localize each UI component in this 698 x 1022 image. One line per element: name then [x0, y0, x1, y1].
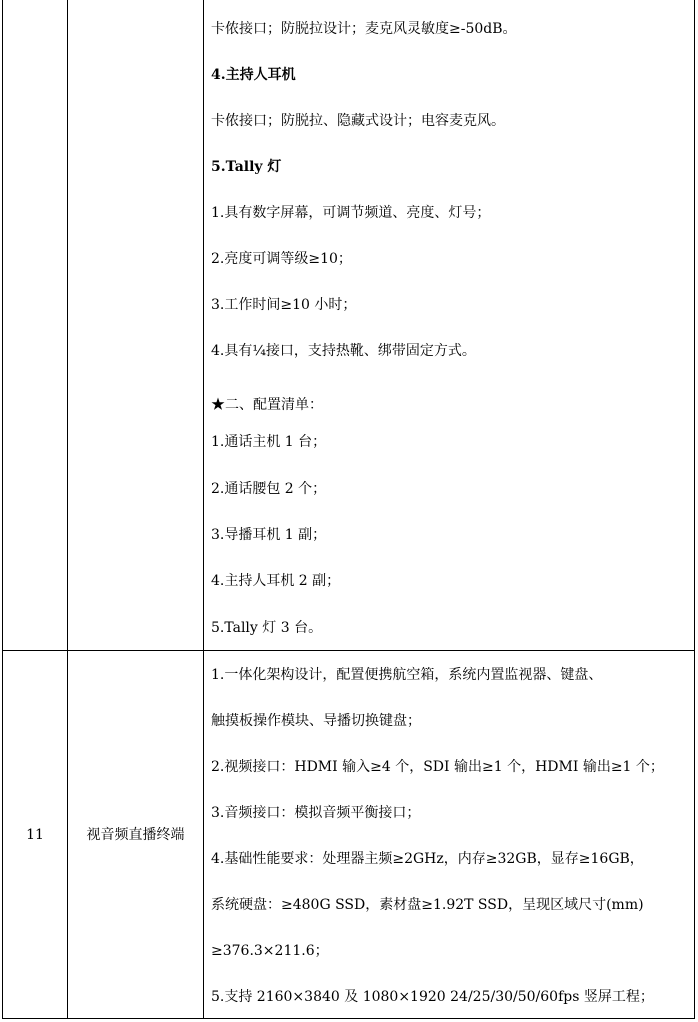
spec-line: 5.支持 2160×3840 及 1080×1920 24/25/30/50/60fps 竖屏工程； [211, 989, 654, 1005]
config-item: 2.通话腰包 2 个； [211, 481, 327, 497]
config-list-heading: ★二、配置清单： [211, 397, 323, 413]
config-item: 4.主持人耳机 2 副； [211, 573, 341, 589]
config-item: 1.通话主机 1 台； [211, 434, 327, 450]
spec-line: 2.视频接口：HDMI 输入≥4 个，SDI 输出≥1 个，HDMI 输出≥1 个； [211, 759, 664, 775]
config-item: 3.导播耳机 1 副； [211, 527, 327, 543]
spec-line: 2.亮度可调等级≥10； [211, 251, 352, 267]
spec-line: 4.基础性能要求：处理器主频≥2GHz，内存≥32GB，显存≥16GB， [211, 851, 644, 867]
spec-line: 触摸板操作模块、导播切换键盘； [211, 713, 421, 729]
table-border-col2 [203, 0, 204, 1019]
spec-line: ≥376.3×211.6； [211, 943, 329, 959]
table-border-right [694, 0, 695, 1019]
table-border-bottom [2, 1018, 695, 1019]
spec-line: 4.具有¼接口，支持热靴、绑带固定方式。 [211, 343, 476, 359]
config-item: 5.Tally 灯 3 台。 [211, 620, 323, 636]
table-border-col1 [67, 0, 68, 1019]
spec-line: 1.具有数字屏幕，可调节频道、亮度、灯号； [211, 205, 491, 221]
spec-heading: 5.Tally 灯 [211, 159, 282, 175]
spec-line: 3.工作时间≥10 小时； [211, 297, 357, 313]
table-border-left [2, 0, 3, 1019]
spec-line: 卡侬接口；防脱拉、隐藏式设计；电容麦克风。 [211, 113, 505, 129]
spec-line: 1.一体化架构设计，配置便携航空箱，系统内置监视器、键盘、 [211, 667, 603, 683]
row-divider [2, 650, 695, 651]
spec-line: 3.音频接口：模拟音频平衡接口； [211, 805, 421, 821]
spec-line: 系统硬盘：≥480G SSD，素材盘≥1.92T SSD，呈现区域尺寸(mm) [211, 897, 644, 913]
spec-heading: 4.主持人耳机 [211, 67, 296, 83]
item-name: 视音频直播终端 [86, 827, 185, 843]
spec-line: 卡侬接口；防脱拉设计；麦克风灵敏度≥-50dB。 [211, 21, 517, 37]
row-index: 11 [26, 827, 44, 843]
